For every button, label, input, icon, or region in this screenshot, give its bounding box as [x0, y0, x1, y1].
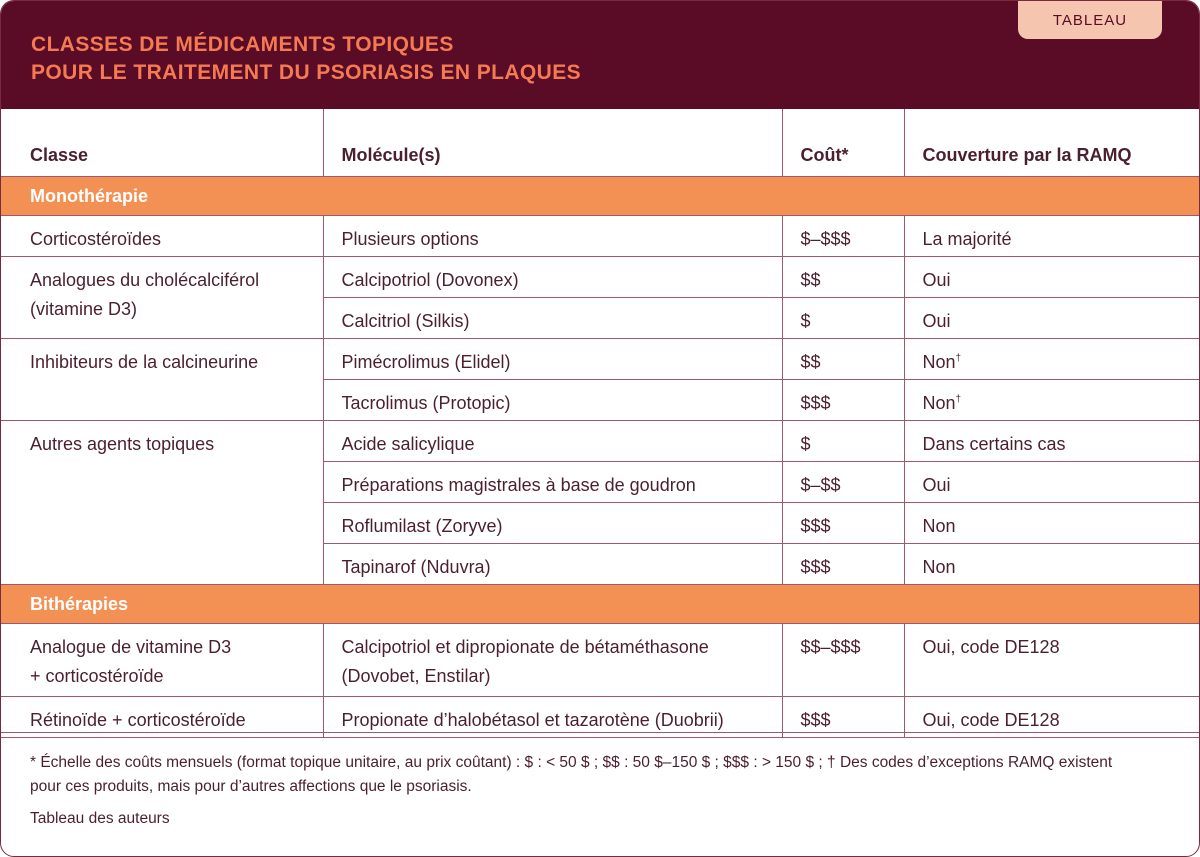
table-row [1, 257, 1199, 298]
cell-classe: Autres agents topiques [1, 421, 323, 585]
cell-classe: Analogues du cholécalciférol (vitamine D3) [1, 257, 323, 339]
cell-molecule: Calcitriol (Silkis) [323, 298, 782, 339]
cell-cout: $–$$$ [782, 216, 904, 257]
cell-couverture: Oui, code DE128 [904, 624, 1199, 697]
cell-couverture: La majorité [904, 216, 1199, 257]
column-header-classe: Classe [1, 109, 323, 177]
column-header-cout: Coût* [782, 109, 904, 177]
header-banner [1, 1, 1199, 109]
cell-cout: $$$ [782, 544, 904, 585]
dagger-mark: † [955, 394, 962, 405]
column-header-couverture: Couverture par la RAMQ [904, 109, 1199, 177]
cell-cout: $$$ [782, 697, 904, 738]
source-note: Tableau des auteurs [30, 810, 170, 827]
table-row [1, 624, 1199, 697]
cell-couverture: Dans certains cas [904, 421, 1199, 462]
table-row [1, 339, 1199, 380]
cell-cout: $$$ [782, 503, 904, 544]
cell-molecule: Propionate d’halobétasol et tazarotène (Duobrii) [323, 697, 782, 738]
dagger-mark: † [955, 353, 962, 364]
cell-couverture: Non† [904, 339, 1199, 380]
section-label: Monothérapie [30, 185, 149, 206]
cell-molecule: Roflumilast (Zoryve) [323, 503, 782, 544]
cell-cout: $$$ [782, 380, 904, 421]
drug-classes-table [1, 109, 1199, 738]
cell-cout: $$–$$$ [782, 624, 904, 697]
tableau-badge: TABLEAU [1018, 1, 1162, 39]
cell-cout: $$ [782, 257, 904, 298]
cell-couverture: Non [904, 503, 1199, 544]
cell-molecule: Plusieurs options [323, 216, 782, 257]
title-line-2: POUR LE TRAITEMENT DU PSORIASIS EN PLAQUES [31, 61, 582, 84]
cell-cout: $ [782, 421, 904, 462]
cost-footnote: * Échelle des coûts mensuels (format topique unitaire, au prix coûtant) : $ : < 50 $ ; $$ : 50 $–150 $ ; $$$ : > 150 $ ; † Des codes d’exceptions RAMQ existent pour ces produits, mais pour d’autres affections que le psoriasis. [30, 754, 1113, 795]
table-header-row [1, 109, 1199, 177]
cell-cout: $$ [782, 339, 904, 380]
cell-molecule: Acide salicylique [323, 421, 782, 462]
table-row [1, 216, 1199, 257]
cell-classe: Analogue de vitamine D3 + corticostéroïde [1, 624, 323, 697]
cell-classe: Rétinoïde + corticostéroïde [1, 697, 323, 738]
section-label: Bithérapies [30, 593, 129, 614]
cell-molecule: Calcipotriol (Dovonex) [323, 257, 782, 298]
cell-couverture: Oui [904, 257, 1199, 298]
section-row-monotherapie [1, 177, 1199, 216]
title-line-1: CLASSES DE MÉDICAMENTS TOPIQUES [31, 33, 454, 56]
cell-couverture: Non [904, 544, 1199, 585]
cell-molecule: Tacrolimus (Protopic) [323, 380, 782, 421]
cell-molecule: Calcipotriol et dipropionate de bétaméthasone (Dovobet, Enstilar) [323, 624, 782, 697]
cell-couverture: Oui [904, 298, 1199, 339]
page-title [31, 31, 581, 87]
cell-molecule: Préparations magistrales à base de goudron [323, 462, 782, 503]
section-row-bitherapies [1, 585, 1199, 624]
cell-couverture: Oui, code DE128 [904, 697, 1199, 738]
cell-classe: Corticostéroïdes [1, 216, 323, 257]
table-footer [1, 732, 1199, 857]
cell-cout: $–$$ [782, 462, 904, 503]
cell-couverture: Non† [904, 380, 1199, 421]
cell-molecule: Tapinarof (Nduvra) [323, 544, 782, 585]
cell-cout: $ [782, 298, 904, 339]
column-header-molecules: Molécule(s) [323, 109, 782, 177]
table-row [1, 421, 1199, 462]
cell-classe: Inhibiteurs de la calcineurine [1, 339, 323, 421]
cell-molecule: Pimécrolimus (Elidel) [323, 339, 782, 380]
cell-couverture: Oui [904, 462, 1199, 503]
